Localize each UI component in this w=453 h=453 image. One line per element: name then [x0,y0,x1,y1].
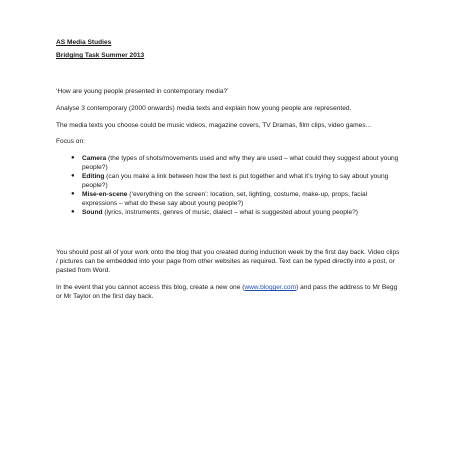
bullet-icon: ● [71,155,75,161]
task-text: Analyse 3 contemporary (2000 onwards) media texts and explain how young people are represented. [56,105,352,112]
focus-list [56,154,401,217]
focus-term: Sound [82,209,103,216]
focus-desc: (can you make a link between how the text is put together and what it’s trying to say about young people?) [82,173,389,189]
texts-choice-text: The media texts you choose could be music videos, magazine covers, TV Dramas, film clips, video games… [56,122,373,129]
focus-desc: (lyrics, instruments, genres of music, dialect – what is suggested about young people?) [102,209,358,216]
task-heading: Bridging Task Summer 2013 [56,52,145,59]
list-item [71,208,401,217]
list-item [71,154,401,172]
bullet-icon: ● [71,209,75,215]
question-text: ‘How are young people presented in contemporary media?’ [56,88,229,95]
document-page [56,38,401,301]
course-heading: AS Media Studies [56,39,112,46]
focus-term: Camera [82,155,107,162]
list-item [71,190,401,208]
blogger-link[interactable]: www.blogger.com [244,284,297,291]
alternative-instructions [56,283,401,301]
focus-term: Editing [82,173,105,180]
focus-desc: (‘everything on the screen’: location, set, lighting, costume, make-up, props, facial expressions – what do these say about young people?) [82,191,368,207]
alt-text-after: ) and pass the address to Mr Begg or Mr Taylor on the first day back. [56,284,398,300]
list-item [71,172,401,190]
bullet-icon: ● [71,191,75,197]
focus-term: Mise-en-scene [82,191,128,198]
alt-text-before: In the event that you cannot access this blog, create a new one ( [56,284,245,291]
focus-label: Focus on: [56,138,85,145]
blog-instructions: You should post all of your work onto the blog that you created during induction week by the first day back. Video clips / pictures can be embedded into your page from other websites as required. Text can be typed directly into a post, or pasted from Word. [56,249,400,274]
bullet-icon: ● [71,173,75,179]
focus-desc: (the types of shots/movements used and why they are used – what could they suggest about young people?) [82,155,399,171]
